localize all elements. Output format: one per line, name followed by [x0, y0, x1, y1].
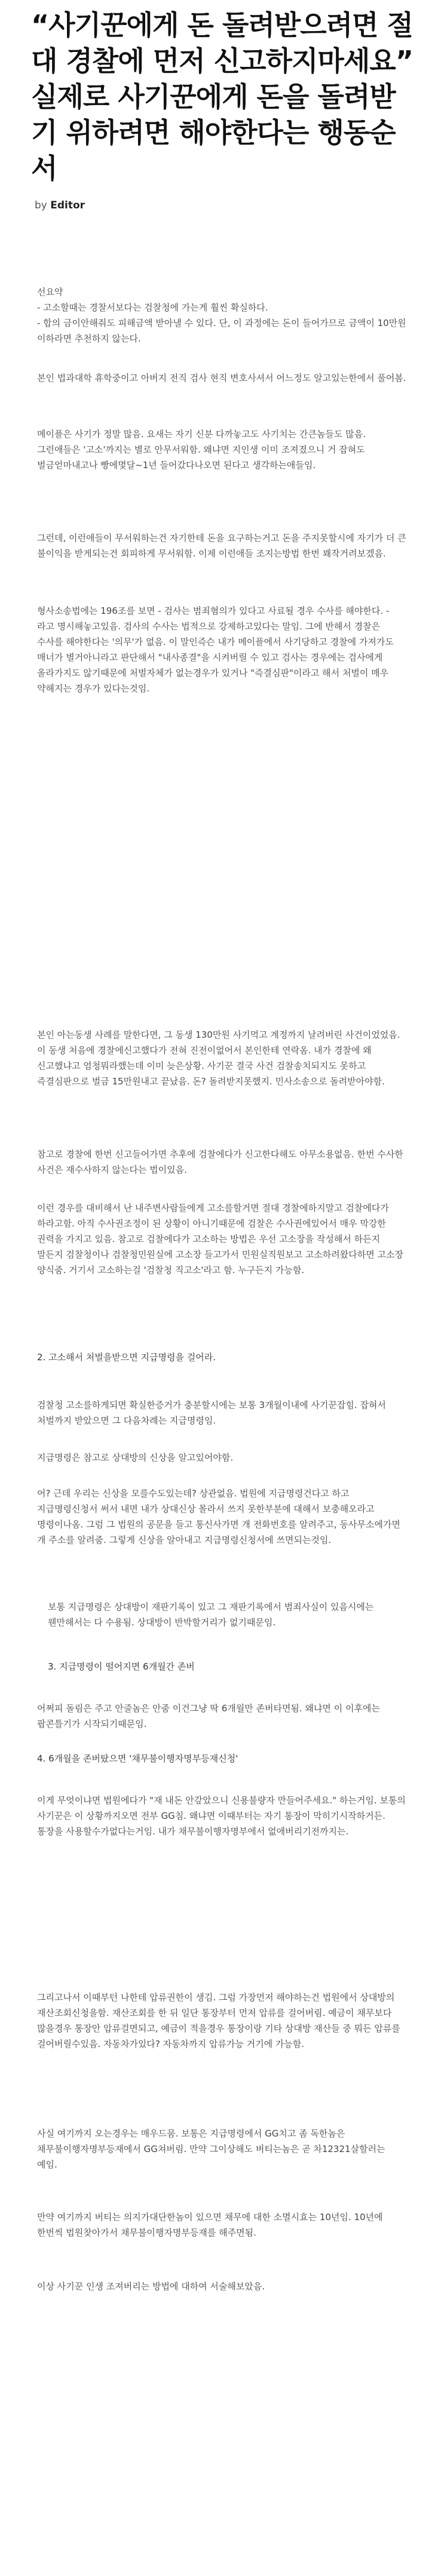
body-paragraph: 어? 근데 우리는 신상을 모를수도있는데? 상관없음. 법원에 지급명령건다고 하고 지급명령신청서 써서 내면 내가 상대신상 몰라서 쓰지 못한부분에 대해서 보충해오라고 명령이나옴. 그럼 그 법원의 공문을 들고 통신사가면 개 전화번호를 알려주고, 동사무소에가면 개 주소를 알려줌. 그렇게 신상을 알아내고 지급명령신청서에 쓰면되는것임. [37, 1488, 400, 1545]
body-paragraph: 지급명령은 참고로 상대방의 신상을 알고있어야함. [37, 1452, 234, 1463]
body-paragraph: 그런데, 이런애들이 무서워하는건 자기한테 돈을 요구하는거고 돈을 주지못할시에 자기가 더 큰 불이익을 받게되는건 회피하게 무서워함. 이제 이런애들 조지는방법 한번 꽤작거려보겠음. [37, 533, 406, 559]
body-paragraph: 이게 무엇이냐면 법원에다가 "재 내돈 안갚았으니 신용불량자 만들어주세요." 하는거임. 보통의 사기꾼은 이 상황까지오면 전부 GG침. 왜냐면 이때부터는 자기 통장이 막히기시작하거든. 통장을 사용할수가없다는거임. 내가 채무불이행자명부에서 없애버리기전까지는. [37, 1795, 406, 1837]
summary-paragraph: 선요약 - 고소할때는 경찰서보다는 검찰청에 가는게 훨씬 확실하다. - 합의 금이안해줘도 피해금액 받아낼 수 있다. 단, 이 과정에는 돈이 들어가므로 금액이 10만원 이하라면 추천하지 않는다. [37, 287, 406, 344]
body-paragraph: 형사소송법에는 196조를 보면 - 검사는 범죄혐의가 있다고 사료될 경우 수사를 해야한다. - 라고 명시해놓고있음. 검사의 수사는 법적으로 강제하고있다는 말임. 그에 반해서 경찰은 수사를 해야한다는 '의무'가 없음. 이 말인즉슨 내가 메이플에서 사기당하고 경찰에 가져가도 매너가 별거아니라고 판단해서 "내사종결"을 시켜버릴 수 있고 검사는 경우에는 검사에게 올라가지도 않기때문에 처벌자체가 없는경우가 있거나 "즉결심판"이라고 해서 처벌이 매우 약해지는 경우가 있다는것임. [37, 605, 394, 694]
article-title: “사기꾼에게 돈 돌려받으려면 절대 경찰에 먼저 신고하지마세요” 실제로 사기꾼에게 돈을 돌려받기 위하려면 해야한다는 행동순서 [31, 9, 413, 185]
body-paragraph: 보통 지급명령은 상대방이 재판기록이 있고 그 재판기록에서 범죄사실이 있음시에는 웬만해서는 다 수용됨. 상대방이 반박할거리가 없기때문임. [48, 1601, 374, 1628]
byline [35, 199, 85, 211]
body-paragraph: 메이플은 사기가 정말 많음. 요새는 자기 신분 다까놓고도 사기치는 간큰놈들도 많음. 그런애들은 '고소'까지는 별로 안무서워함. 왜냐면 지인생 이미 조져졌으니 거 잡혀도 벌금얻마내고나 빵에몇달~1년 들어갔다나오면 된다고 생각하는애들임. [37, 429, 366, 471]
body-paragraph: 만약 여기까지 버티는 의지가대단한놈이 있으면 채무에 대한 소멸시효는 10년임. 10년에 한번씩 법원찾아가서 채무불이행자명부등재를 해주면됨. [37, 2212, 383, 2238]
body-paragraph: 검찰청 고소를하게되면 확실한증거가 충분할시에는 보통 3개월이내에 사기꾼잡힘. 잡혀서 처벌까지 받았으면 그 다음차례는 지급명령임. [37, 1400, 386, 1426]
body-paragraph: 본인 법과대학 휴학중이고 아버지 전직 검사 현직 변호사셔서 어느정도 알고있는한에서 풀어봄. [37, 373, 406, 383]
body-paragraph: 사실 여기까지 오는경우는 매우드뭄. 보통은 지급명령에서 GG치고 좀 독한놈은 채무불이행자명부등재에서 GG쳐버림. 만약 그이상해도 버티는놈은 곧 차12321살할러는 예임. [37, 2128, 385, 2170]
section-heading: 4. 6개월을 존버탔으면 '채무불이행자명부등재신청' [37, 1753, 238, 1764]
body-paragraph: 어쩌피 돌림은 주고 안줄놈은 안줌 이건그냥 딱 6개월만 존버타면됨. 왜냐면 이 이후에는 팝콘틀기가 시작되기때문임. [37, 1703, 380, 1729]
byline-prefix: by [35, 199, 47, 211]
section-heading: 3. 지급명령이 떨어지면 6개월간 존버 [48, 1661, 195, 1672]
body-paragraph: 이런 경우를 대비해서 난 내주변사람들에게 고소를할거면 절대 경찰에하지말고 검찰에다가 하라고함. 아직 수사권조정이 된 상황이 아니기때문에 검찰은 수사권에있어서 매우 막강한 권력을 가지고 있음. 참고로 검찰에다가 고소하는 방법은 우선 고소장을 작성해서 하든지 말든지 검찰청이나 검찰청민원실에 고소장 들고가서 민원실직원보고 고소하려왔다하면 고소장 양식줌. 거기서 고소하는걸 '검찰청 직고소'라고 함. 누구든지 가능함. [37, 1203, 403, 1275]
body-paragraph: 그리고나서 이때부턴 나한테 압류권한이 생김. 그럼 가장먼저 해야하는건 법원에서 상대방의 재산조회신청을함. 재산조회를 한 뒤 일단 통장부터 먼저 압류를 걸어버림. 예금이 채무보다 많을경우 통장안 압류걸면되고, 예금이 적을경우 통장이랑 기타 상대방 재산들 중 뭐든 압류를 걸어버릴수있음. 자동차가있다? 자동차까지 압류가능 거기에 가능함. [37, 1992, 400, 2049]
body-paragraph: 이상 사기꾼 인생 조져버리는 방법에 대하여 서술해보았음. [37, 2281, 265, 2292]
body-paragraph: 참고로 경찰에 한번 신고들어가면 추후에 검찰에다가 신고한다해도 아무소용없음. 한번 수사한 사건은 재수사하지 않는다는 법이있음. [37, 1149, 403, 1175]
author-name[interactable]: Editor [50, 199, 85, 211]
body-paragraph: 본인 아는동생 사례를 말한다면, 그 동생 130만원 사기먹고 계정까지 날려버린 사건이었었음. 이 동생 처음에 경찰에신고했다가 전혀 진전이없어서 본인한테 연락옴. 내가 경찰에 왜 신고했냐고 엄청뭐라했는데 이미 늦은상황. 사기꾼 결국 사건 검찰송치되지도 못하고 즉결심판으로 벌금 15만원내고 끝났음. 돈? 돌려받지못했지. 민사소송으로 돌려받아야함. [37, 1029, 400, 1087]
section-heading: 2. 고소해서 처벌을받으면 지급명령을 걸어라. [37, 1352, 216, 1363]
